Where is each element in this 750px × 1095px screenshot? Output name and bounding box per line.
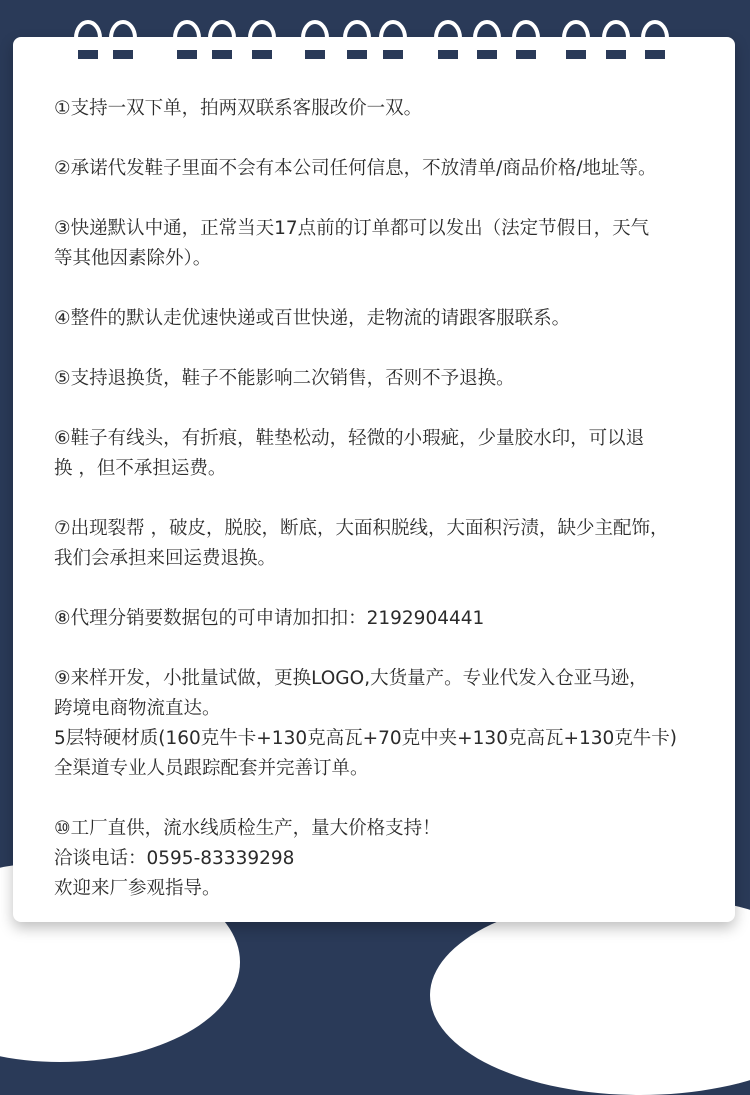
binding-ring <box>76 22 100 54</box>
notice-item <box>54 304 714 334</box>
binding-ring <box>514 22 538 54</box>
notice-line: 全渠道专业人员跟踪配套并完善订单。 <box>54 758 369 779</box>
notice-line: ③快递默认中通，正常当天17点前的订单都可以发出（法定节假日，天气 <box>54 218 650 239</box>
notice-line: 洽谈电话：0595-83339298 <box>54 848 295 869</box>
binding-hole <box>177 50 197 59</box>
binding-hole <box>566 50 586 59</box>
spiral-binding <box>0 0 750 70</box>
notice-item <box>54 154 714 184</box>
binding-ring <box>111 22 135 54</box>
notice-item <box>54 364 714 394</box>
binding-ring <box>381 22 405 54</box>
binding-hole <box>347 50 367 59</box>
binding-hole <box>477 50 497 59</box>
notice-list <box>54 94 714 934</box>
binding-ring <box>175 22 199 54</box>
binding-hole <box>645 50 665 59</box>
notice-line: 跨境电商物流直达。 <box>54 698 221 719</box>
notice-item <box>54 514 714 574</box>
notice-item <box>54 814 714 904</box>
notice-item <box>54 214 714 274</box>
notice-line: ⑧代理分销要数据包的可申请加扣扣：2192904441 <box>54 608 485 629</box>
binding-hole <box>438 50 458 59</box>
binding-ring <box>643 22 667 54</box>
notice-line: 换 ，但不承担运费。 <box>54 458 227 479</box>
binding-hole <box>78 50 98 59</box>
notice-line: 欢迎来厂参观指导。 <box>54 878 221 899</box>
binding-ring <box>303 22 327 54</box>
notice-item <box>54 664 714 784</box>
binding-hole <box>212 50 232 59</box>
notice-line: ④整件的默认走优速快递或百世快递，走物流的请跟客服联系。 <box>54 308 571 329</box>
binding-hole <box>516 50 536 59</box>
binding-ring <box>210 22 234 54</box>
notice-item <box>54 604 714 634</box>
binding-ring <box>564 22 588 54</box>
notice-line: 我们会承担来回运费退换。 <box>54 548 277 569</box>
notice-line: ⑥鞋子有线头，有折痕，鞋垫松动，轻微的小瑕疵，少量胶水印，可以退 <box>54 428 645 449</box>
binding-hole <box>252 50 272 59</box>
notice-line: ②承诺代发鞋子里面不会有本公司任何信息，不放清单/商品价格/地址等。 <box>54 158 657 179</box>
notice-line: ①支持一双下单，拍两双联系客服改价一双。 <box>54 98 423 119</box>
binding-ring <box>345 22 369 54</box>
notice-line: ⑤支持退换货，鞋子不能影响二次销售，否则不予退换。 <box>54 368 515 389</box>
notice-item <box>54 94 714 124</box>
notice-line: 等其他因素除外）。 <box>54 248 212 269</box>
binding-hole <box>383 50 403 59</box>
binding-hole <box>305 50 325 59</box>
notice-line: ⑨来样开发，小批量试做，更换LOGO,大货量产。专业代发入仓亚马逊， <box>54 668 648 689</box>
binding-hole <box>113 50 133 59</box>
binding-ring <box>250 22 274 54</box>
notice-line: ⑩工厂直供，流水线质检生产，量大价格支持！ <box>54 818 441 839</box>
binding-ring <box>604 22 628 54</box>
binding-ring <box>475 22 499 54</box>
notice-line: ⑦出现裂帮 ，破皮，脱胶，断底，大面积脱线，大面积污渍，缺少主配饰， <box>54 518 669 539</box>
binding-ring <box>436 22 460 54</box>
binding-hole <box>606 50 626 59</box>
notice-item <box>54 424 714 484</box>
notice-line: 5层特硬材质(160克牛卡+130克高瓦+70克中夹+130克高瓦+130克牛卡) <box>54 728 677 749</box>
